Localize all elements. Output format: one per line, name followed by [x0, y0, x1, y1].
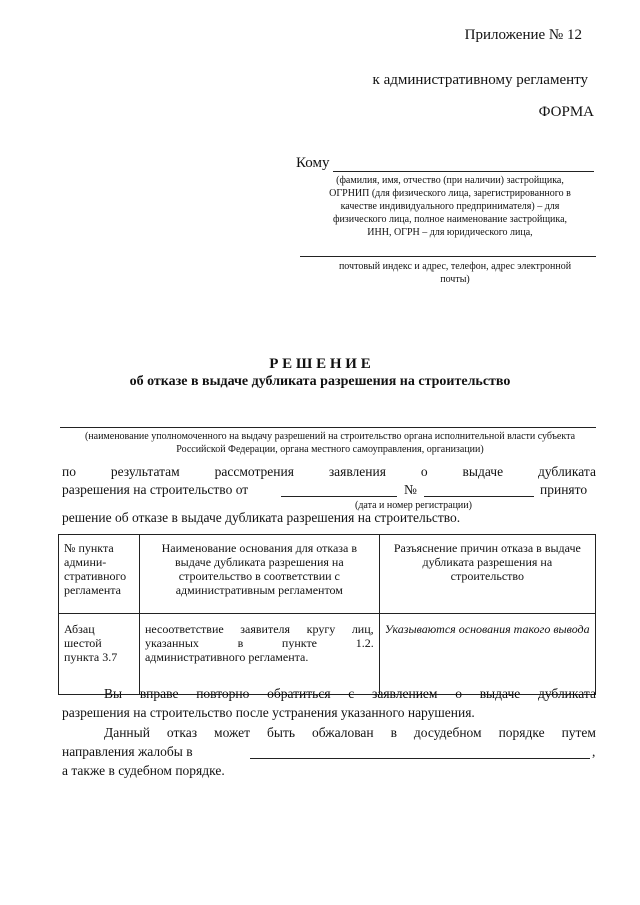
word: дубликата: [537, 686, 596, 701]
word: досудебном: [413, 725, 482, 740]
word: заявителя: [240, 622, 291, 636]
appendix-number: Приложение № 12: [464, 27, 582, 43]
paragraph-1-line-1: [104, 686, 596, 702]
recipient-note-line: качестве индивидуального предпринимателя) – для: [340, 201, 560, 212]
word: Данный: [104, 725, 150, 740]
word: рассмотрения: [214, 464, 294, 479]
statement-line-3: решение об отказе в выдаче дубликата разрешения на строительство.: [62, 510, 461, 525]
word: дубликата: [537, 464, 596, 479]
word: выдаче: [479, 686, 521, 701]
application-number-line[interactable]: [424, 496, 534, 497]
word: указанных: [144, 636, 199, 650]
word: путем: [561, 725, 596, 740]
word: в: [237, 636, 244, 650]
accepted-word: принято: [540, 482, 588, 497]
word: заявлением: [372, 686, 438, 701]
cell-refusal-basis: [139, 614, 379, 695]
word: 1.2.: [355, 636, 374, 650]
recipient-name-line[interactable]: [333, 171, 594, 172]
paragraph-2-line-3: а также в судебном порядке.: [62, 763, 225, 778]
cell-regulation-point: Абзац шестой пункта 3.7: [59, 614, 140, 695]
word: лиц,: [351, 622, 374, 636]
word: Вы: [104, 686, 123, 701]
paragraph-2-line-1: [104, 725, 596, 741]
word: с: [348, 686, 355, 701]
word: о: [455, 686, 462, 701]
recipient-address-line[interactable]: [300, 256, 596, 257]
regulation-reference: к административному регламенту: [372, 72, 588, 88]
address-note-line: почты): [440, 274, 470, 285]
recipient-address-note: [300, 260, 610, 286]
word: может: [214, 725, 251, 740]
recipient-note-line: ОГРНИП (для физического лица, зарегистрированного в: [329, 188, 571, 199]
basis-line: административного регламента.: [144, 650, 309, 664]
refusal-reasons-table: [58, 534, 596, 695]
authority-note-line: (наименование уполномоченного на выдачу разрешений на строительство органа исполнительной власти субъекта: [84, 431, 576, 442]
number-sign: №: [404, 482, 417, 497]
document-subtitle: об отказе в выдаче дубликата разрешения на строительство: [129, 374, 511, 389]
paragraph-2-line-2-prefix: направления жалобы в: [62, 744, 193, 759]
registration-note: (дата и номер регистрации): [355, 500, 472, 511]
word: по: [62, 464, 76, 479]
word: результатам: [110, 464, 180, 479]
word: отказ: [166, 725, 198, 740]
word: быть: [267, 725, 296, 740]
table-header-row: [59, 535, 596, 614]
application-date-line[interactable]: [281, 496, 397, 497]
statement-line-2-prefix: разрешения на строительство от: [62, 482, 249, 497]
header-refusal-explanation: Разъяснение причин отказа в выдаче дубликата разрешения на строительство: [379, 535, 595, 614]
word: вправе: [139, 686, 179, 701]
address-note-line: почтовый индекс и адрес, телефон, адрес электронной: [338, 261, 572, 272]
word: кругу: [306, 622, 336, 636]
header-regulation-point: № пункта админи-стративного регламента: [59, 535, 140, 614]
form-label: ФОРМА: [538, 104, 594, 120]
recipient-note-line: физического лица, полное наименование застройщика,: [332, 214, 568, 225]
recipient-note-line: (фамилия, имя, отчество (при наличии) застройщика,: [336, 175, 564, 186]
recipient-note: [300, 174, 600, 239]
document-title: Р Е Ш Е Н И Е: [269, 356, 371, 372]
table-row: [59, 614, 596, 695]
word: выдаче: [462, 464, 504, 479]
authority-line[interactable]: [60, 427, 596, 428]
recipient-note-line: ИНН, ОГРН – для юридического лица,: [367, 227, 533, 238]
word: пункте: [281, 636, 318, 650]
authority-note: [55, 430, 605, 456]
word: обратиться: [267, 686, 331, 701]
basis-line: [145, 636, 374, 650]
paragraph-1-line-2: разрешения на строительство после устранения указанного нарушения.: [62, 705, 475, 720]
word: обжалован: [311, 725, 374, 740]
basis-line: [145, 622, 374, 636]
complaint-authority-line[interactable]: [250, 758, 590, 759]
authority-note-line: Российской Федерации, органа местного самоуправления, организации): [176, 444, 484, 455]
word: заявления: [328, 464, 386, 479]
statement-line-1: [62, 464, 596, 480]
word: повторно: [196, 686, 250, 701]
word: в: [390, 725, 397, 740]
word: несоответствие: [144, 622, 224, 636]
word: о: [420, 464, 428, 479]
cell-refusal-explanation: Указываются основания такого вывода: [379, 614, 595, 695]
word: порядке: [498, 725, 545, 740]
header-refusal-basis: Наименование основания для отказа в выдаче дубликата разрешения на строительство в соответствии с административным регламентом: [139, 535, 379, 614]
paragraph-2-line-2-suffix: ,: [592, 744, 596, 759]
recipient-label: Кому: [296, 155, 330, 171]
